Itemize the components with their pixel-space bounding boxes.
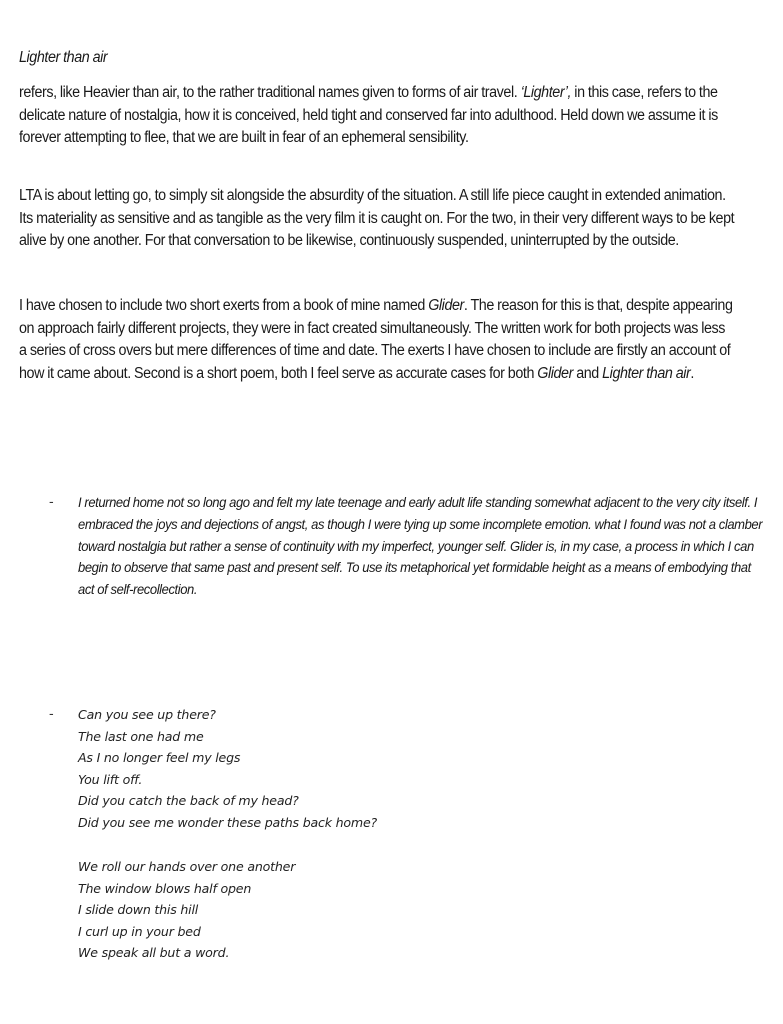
text-run: and (572, 364, 603, 382)
italic-term: Glider (428, 297, 464, 314)
paragraph-intro (19, 82, 735, 150)
paragraph-glider (19, 295, 735, 385)
poem-line: I curl up in your bed (78, 923, 201, 939)
poem-line: The last one had me (78, 728, 204, 744)
paragraph-lta: LTA is about letting go, to simply sit alongside the absurdity of the situation. A still life piece caught in extended animation. Its materiality as sensitive and as tangible as the very film it is caught on. For the two, in their very different ways to be kept alive by one another. For that conversation to be likewise, continuously suspended, uninterrupted by the outside. (19, 187, 735, 250)
italic-term: ‘Lighter’, (520, 84, 572, 101)
text-run: . The reason for this is that, despite appearing on approach fairly different projects, they were in fact created simultaneously. The written work for both projects was less a series of cross overs but mere differences of time and date. The exerts I have chosen to include are firstly an account of how it came about. Second is a short poem, both I feel serve as accurate cases for both (19, 297, 733, 382)
poem-stanza-1 (78, 704, 377, 833)
poem-line: We roll our hands over one another (78, 859, 296, 874)
text-run: . (690, 364, 694, 382)
poem-line: As I no longer feel my legs (78, 750, 241, 765)
italic-term: Glider (537, 364, 573, 382)
text-run: in this case, refers to the delicate nature of nostalgia, how it is conceived, held tight and conserved far into adulthood. Held down we assume it is forever attempting to flee, that we are built in fear of an ephemeral sensibility. (19, 84, 718, 147)
poem-line: Did you catch the back of my head? (78, 793, 299, 808)
poem-line: I slide down this hill (78, 902, 199, 917)
poem-line: We speak all but a word. (78, 945, 230, 960)
document-title: Lighter than air (19, 49, 108, 66)
text-run: I have chosen to include two short exerts from a book of mine named (19, 297, 429, 314)
poem-stanza-2 (78, 856, 295, 964)
text-run: refers, like Heavier than air, to the rather traditional names given to forms of air travel. (19, 84, 521, 101)
poem-line: Can you see up there? (78, 707, 216, 722)
bullet-marker: - (49, 705, 54, 721)
poem-line: Did you see me wonder these paths back home? (78, 814, 378, 830)
italic-term: Lighter than air (602, 364, 691, 382)
excerpt-quote: I returned home not so long ago and felt my late teenage and early adult life standing somewhat adjacent to the very city itself. I embraced the joys and dejections of angst, as though I were tying up some incomplete emotion. what I found was not a clamber toward nostalgia but rather a sense of continuity with my imperfect, younger self. Glider is, in my case, a process in which I can begin to observe that same past and present self. To use its metaphorical yet formidable height as a means of embodying that act of self-recollection. (78, 494, 763, 598)
poem-line: You lift off. (78, 771, 143, 787)
poem-line: The window blows half open (78, 880, 252, 896)
bullet-marker: - (49, 493, 54, 509)
